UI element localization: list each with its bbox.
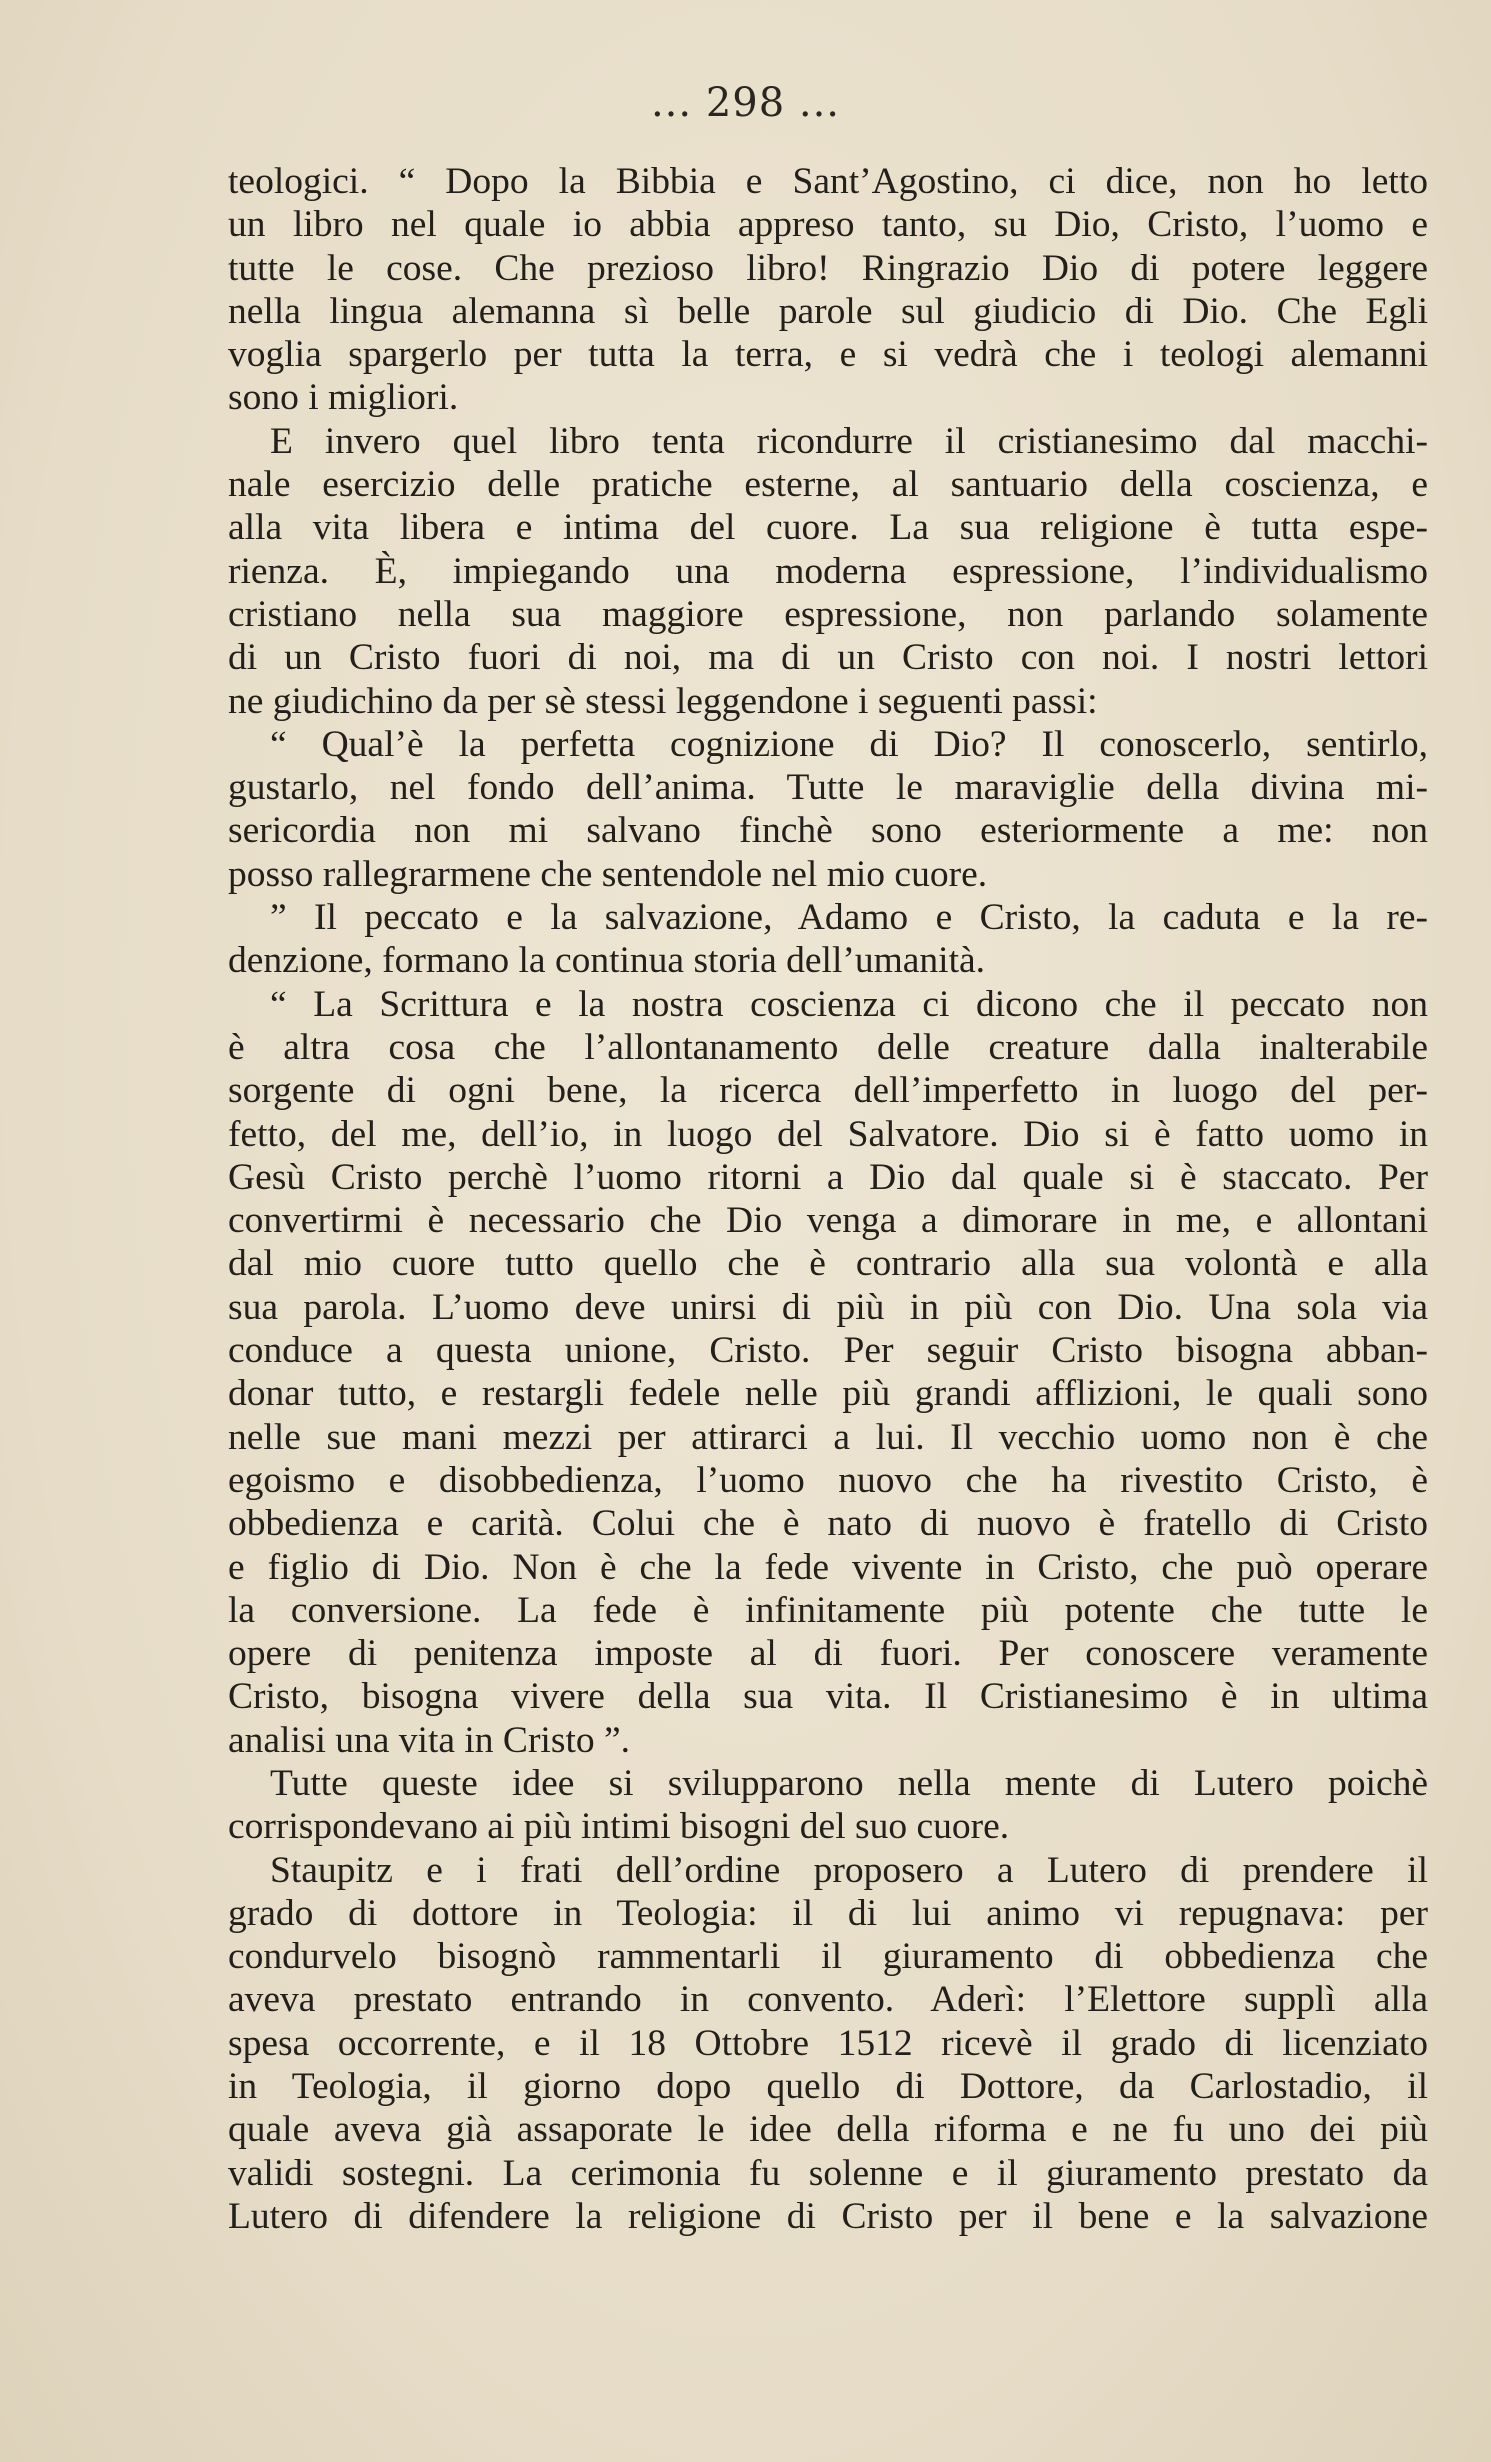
text-line: validi sostegni. La cerimonia fu solenne e il giuramento prestato da	[228, 2152, 1428, 2194]
text-line: egoismo e disobbedienza, l’uomo nuovo che ha rivestito Cristo, è	[228, 1459, 1428, 1501]
text-line: denzione, formano la continua storia dell’umanità.	[228, 940, 986, 982]
text-line: ” Il peccato e la salvazione, Adamo e Cristo, la caduta e la re-	[270, 897, 1428, 939]
text-line: Staupitz e i frati dell’ordine proposero a Lutero di prendere il	[270, 1849, 1428, 1891]
text-line: corrispondevano ai più intimi bisogni del suo cuore.	[228, 1806, 1010, 1848]
text-line: ne giudichino da per sè stessi leggendone i seguenti passi:	[228, 680, 1098, 722]
text-line: gustarlo, nel fondo dell’anima. Tutte le maraviglie della divina mi-	[228, 767, 1428, 809]
text-line: alla vita libera e intima del cuore. La sua religione è tutta espe-	[228, 507, 1428, 549]
text-line: di un Cristo fuori di noi, ma di un Cristo con noi. I nostri lettori	[228, 637, 1428, 679]
text-line: nale esercizio delle pratiche esterne, al santuario della coscienza, e	[228, 464, 1428, 506]
text-line: convertirmi è necessario che Dio venga a dimorare in me, e allontani	[228, 1200, 1428, 1242]
text-line: aveva prestato entrando in convento. Aderì: l’Elettore supplì alla	[228, 1979, 1428, 2021]
text-line: sorgente di ogni bene, la ricerca dell’imperfetto in luogo del per-	[228, 1070, 1428, 1112]
text-line: quale aveva già assaporate le idee della riforma e ne fu uno dei più	[228, 2109, 1428, 2151]
text-line: in Teologia, il giorno dopo quello di Dottore, da Carlostadio, il	[228, 2066, 1428, 2108]
text-line: la conversione. La fede è infinitamente più potente che tutte le	[228, 1589, 1428, 1631]
text-line: spesa occorrente, e il 18 Ottobre 1512 ricevè il grado di licenziato	[228, 2022, 1428, 2064]
text-line: un libro nel quale io abbia appreso tanto, su Dio, Cristo, l’uomo e	[228, 204, 1428, 246]
text-line: sono i migliori.	[228, 377, 459, 419]
text-line: Tutte queste idee si svilupparono nella mente di Lutero poichè	[270, 1762, 1428, 1804]
text-line: analisi una vita in Cristo ”.	[228, 1719, 631, 1761]
text-line: Lutero di difendere la religione di Cristo per il bene e la salvazione	[228, 2195, 1428, 2237]
text-line: obbedienza e carità. Colui che è nato di nuovo è fratello di Cristo	[228, 1503, 1428, 1545]
text-line: nella lingua alemanna sì belle parole sul giudicio di Dio. Che Egli	[228, 290, 1428, 332]
text-line: voglia spargerlo per tutta la terra, e si vedrà che i teologi alemanni	[228, 334, 1428, 376]
text-line: posso rallegrarmene che sentendole nel mio cuore.	[228, 853, 988, 895]
text-line: Cristo, bisogna vivere della sua vita. Il Cristianesimo è in ultima	[228, 1676, 1428, 1718]
text-line: Gesù Cristo perchè l’uomo ritorni a Dio dal quale si è staccato. Per	[228, 1156, 1428, 1198]
text-line: “ La Scrittura e la nostra coscienza ci dicono che il peccato non	[270, 983, 1428, 1025]
body-text	[228, 160, 1428, 2238]
text-line: teologici. “ Dopo la Bibbia e Sant’Agostino, ci dice, non ho letto	[228, 161, 1428, 202]
text-line: condurvelo bisognò rammentarli il giuramento di obbedienza che	[228, 1936, 1428, 1978]
page-number: ... 298 ...	[650, 80, 841, 126]
text-line: nelle sue mani mezzi per attirarci a lui. Il vecchio uomo non è che	[228, 1416, 1428, 1458]
text-line: è altra cosa che l’allontanamento delle creature dalla inalterabile	[228, 1026, 1428, 1068]
text-line: sericordia non mi salvano finchè sono esteriormente a me: non	[228, 810, 1428, 852]
text-line: grado di dottore in Teologia: il di lui animo vi repugnava: per	[228, 1892, 1428, 1934]
text-line: sua parola. L’uomo deve unirsi di più in più con Dio. Una sola via	[228, 1286, 1428, 1328]
text-line: fetto, del me, dell’io, in luogo del Salvatore. Dio si è fatto uomo in	[228, 1113, 1428, 1155]
text-line: donar tutto, e restargli fedele nelle più grandi afflizioni, le quali sono	[228, 1373, 1428, 1415]
text-line: tutte le cose. Che prezioso libro! Ringrazio Dio di potere leggere	[228, 247, 1428, 289]
text-line: conduce a questa unione, Cristo. Per seguir Cristo bisogna abban-	[228, 1330, 1428, 1372]
text-line: e figlio di Dio. Non è che la fede vivente in Cristo, che può operare	[228, 1546, 1428, 1588]
text-line: opere di penitenza imposte al di fuori. Per conoscere veramente	[228, 1633, 1428, 1675]
text-line: “ Qual’è la perfetta cognizione di Dio? Il conoscerlo, sentirlo,	[270, 723, 1428, 765]
text-line: dal mio cuore tutto quello che è contrario alla sua volontà e alla	[228, 1243, 1428, 1285]
text-line: E invero quel libro tenta ricondurre il cristianesimo dal macchi-	[270, 420, 1428, 462]
text-line: rienza. È, impiegando una moderna espressione, l’individualismo	[228, 550, 1428, 592]
text-line: cristiano nella sua maggiore espressione, non parlando solamente	[228, 593, 1428, 635]
